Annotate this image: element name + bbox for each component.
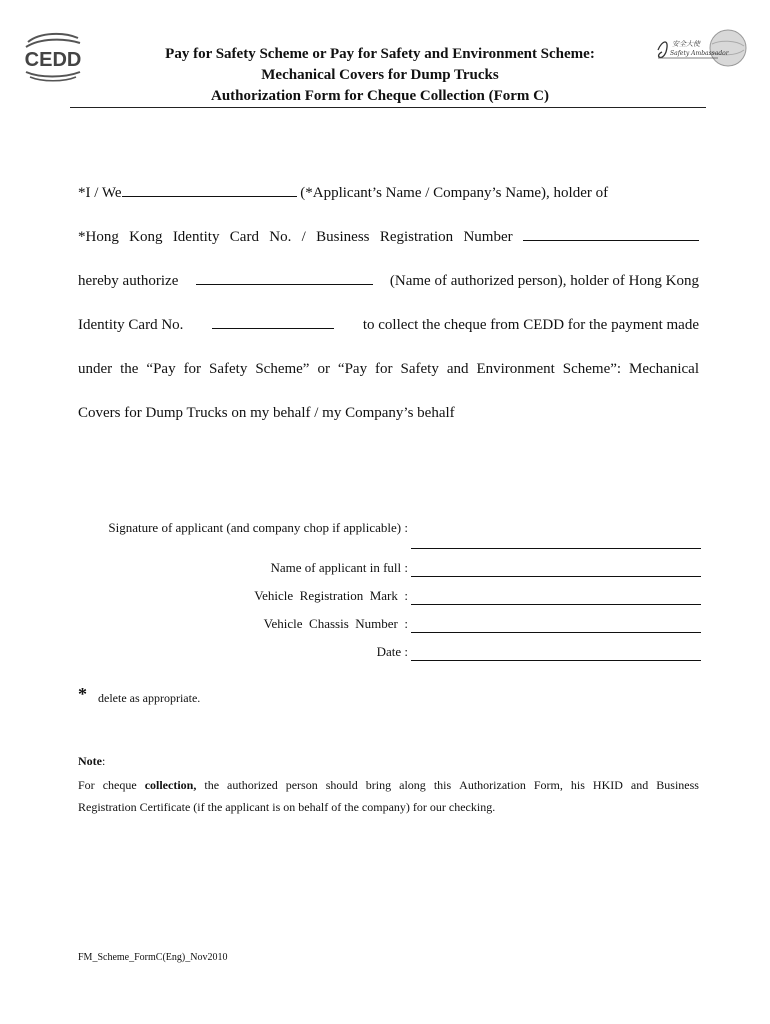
right-logo-text: Safety Ambassador: [670, 50, 729, 57]
word: Scheme”: [255, 361, 310, 377]
authorized-person-blank[interactable]: [196, 271, 373, 285]
vehicle-chassis-line[interactable]: [411, 632, 701, 633]
authorization-line-3: [78, 271, 699, 291]
word: for: [183, 361, 202, 377]
applicant-name-label: Name of applicant in full :: [270, 560, 408, 575]
authorize-text: hereby authorize: [78, 273, 179, 289]
word: Environment: [476, 361, 555, 377]
word: and: [446, 361, 469, 377]
identity-card-text: Identity Card No.: [78, 317, 184, 333]
form-title-line-3: Authorization Form for Cheque Collection (Form C): [211, 88, 549, 104]
header-rule: [70, 107, 706, 108]
word: Number: [463, 229, 513, 245]
word: Scheme”:: [562, 361, 622, 377]
word: and: [630, 778, 649, 792]
authorization-line-5: [78, 359, 699, 379]
authorized-person-caption: (Name of authorized person), holder of Hong Kong: [389, 273, 699, 289]
note-heading-colon: :: [102, 754, 106, 768]
word: or: [317, 361, 330, 377]
vehicle-registration-line[interactable]: [411, 604, 701, 605]
cedd-logo: [20, 28, 86, 82]
word: his: [570, 778, 585, 792]
signature-label: Signature of applicant (and company chop if applicable) :: [108, 520, 408, 535]
word: Identity: [172, 229, 220, 245]
word: person: [285, 778, 318, 792]
safety-ambassador-logo: [648, 22, 748, 82]
authorization-line-4: [78, 315, 699, 335]
word: Safety: [209, 361, 248, 377]
collect-cheque-text: to collect the cheque from CEDD for the payment made: [362, 317, 699, 333]
word: the: [204, 778, 220, 792]
vehicle-registration-label: Vehicle Registration Mark :: [254, 588, 408, 603]
word: Authorization: [459, 778, 526, 792]
word: Safety: [400, 361, 439, 377]
authorization-line-6: Covers for Dump Trucks on my behalf / my Company’s behalf: [78, 405, 455, 421]
word: “Pay: [146, 361, 176, 377]
date-label: Date :: [376, 644, 408, 659]
authorized-id-blank[interactable]: [212, 315, 334, 329]
word: the: [120, 361, 139, 377]
word: For: [78, 778, 95, 792]
word: Business: [316, 229, 370, 245]
applicant-prefix: *I / We: [78, 185, 122, 201]
form-code: FM_Scheme_FormC(Eng)_Nov2010: [78, 952, 228, 963]
applicant-name-blank[interactable]: [122, 183, 297, 197]
word: “Pay: [337, 361, 368, 377]
word: *Hong: [78, 229, 119, 245]
word: Kong: [129, 229, 163, 245]
word: this: [433, 778, 452, 792]
word: HKID: [592, 778, 623, 792]
word: under: [78, 361, 113, 377]
signature-line[interactable]: [411, 548, 701, 549]
word: authorized: [227, 778, 278, 792]
footnote-text: delete as appropriate.: [98, 691, 201, 705]
word: /: [301, 229, 306, 245]
form-title-line-1: Pay for Safety Scheme or Pay for Safety and Environment Scheme:: [165, 46, 595, 62]
applicant-name-line[interactable]: [411, 576, 701, 577]
word: collection,: [144, 778, 197, 792]
authorization-line-2: [78, 227, 699, 247]
word: Registration: [379, 229, 454, 245]
note-line-1: [78, 777, 699, 793]
note-heading-text: Note: [78, 754, 102, 768]
word: No.: [269, 229, 292, 245]
word: Form,: [533, 778, 563, 792]
authorization-line-1: [78, 183, 699, 203]
word: Business: [656, 778, 699, 792]
date-line[interactable]: [411, 660, 701, 661]
form-title-line-2: Mechanical Covers for Dump Trucks: [261, 67, 499, 83]
word: Card: [229, 229, 259, 245]
word: should: [325, 778, 358, 792]
word: bring: [365, 778, 392, 792]
svg-text:安全大使: 安全大使: [672, 40, 700, 48]
cedd-logo-text: CEDD: [24, 49, 82, 71]
vehicle-chassis-label: Vehicle Chassis Number :: [263, 616, 408, 631]
footnote-star: *: [78, 684, 87, 704]
applicant-name-caption: (*Applicant’s Name / Company’s Name), holder of: [300, 185, 609, 201]
word: cheque: [102, 778, 137, 792]
word: Mechanical: [629, 361, 699, 377]
note-heading: [78, 753, 105, 769]
word: for: [375, 361, 393, 377]
note-line-2: Registration Certificate (if the applicant is on behalf of the company) for our checking.: [78, 800, 496, 814]
id-number-blank[interactable]: [523, 227, 699, 241]
word: along: [399, 778, 426, 792]
